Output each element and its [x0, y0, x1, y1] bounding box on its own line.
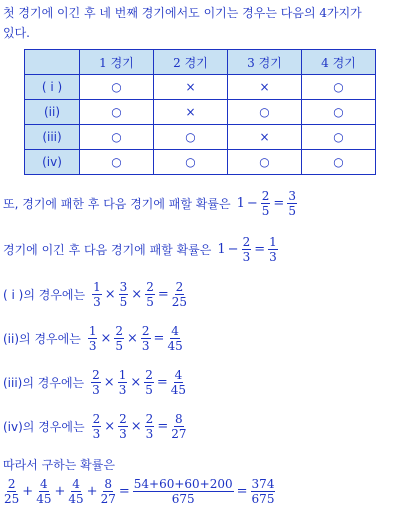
- case-line: [3, 369, 187, 396]
- table-cell: ○: [80, 125, 154, 150]
- row-label: (iv): [25, 150, 80, 175]
- final-sum-line: [3, 478, 276, 505]
- denominator: 45: [36, 492, 52, 506]
- denominator: 5: [261, 204, 270, 218]
- equals-sign: =: [118, 484, 130, 499]
- numerator: 2: [146, 280, 154, 294]
- times-sign: ×: [103, 375, 115, 390]
- fraction: [251, 478, 276, 505]
- case-label: (ii)의 경우에는: [3, 332, 81, 346]
- table-row: [25, 150, 376, 175]
- numerator: 4: [174, 368, 183, 382]
- denominator: 45: [68, 492, 84, 506]
- denominator: 3: [119, 427, 127, 441]
- table-cell: ○: [154, 150, 228, 175]
- fraction: [114, 325, 124, 352]
- denominator: 3: [145, 427, 154, 441]
- table-header-cell: 4 경기: [302, 50, 376, 75]
- denominator: 675: [171, 492, 195, 506]
- table-cell: ○: [80, 100, 154, 125]
- fraction: [145, 281, 155, 308]
- fraction: [242, 236, 252, 263]
- denominator: 25: [4, 492, 20, 506]
- table-cell: ○: [228, 150, 302, 175]
- equals-sign: =: [273, 196, 285, 211]
- intro-line-1: [3, 4, 362, 21]
- times-sign: ×: [100, 331, 112, 346]
- table-cell: ○: [228, 100, 302, 125]
- denominator: 3: [92, 427, 101, 441]
- table-row: [25, 75, 376, 100]
- times-sign: ×: [130, 419, 142, 434]
- numerator: 54+60+60+200: [133, 477, 233, 491]
- plus-sign: +: [22, 484, 34, 499]
- fraction: [92, 413, 102, 440]
- fraction: [141, 325, 151, 352]
- fraction: [261, 190, 271, 217]
- numerator: 1: [118, 368, 127, 382]
- numerator: 4: [171, 324, 179, 338]
- denominator: 3: [93, 295, 101, 309]
- numerator: 2: [145, 368, 153, 382]
- case-label: ( i )의 경우에는: [3, 288, 86, 302]
- denominator: 675: [251, 492, 275, 506]
- equals-sign: =: [157, 287, 169, 302]
- numerator: 1: [88, 324, 97, 338]
- math-number: 1: [217, 242, 226, 257]
- denominator: 5: [119, 295, 128, 309]
- table-cell: ○: [302, 100, 376, 125]
- math-number: 1: [236, 196, 245, 211]
- denominator: 45: [170, 383, 187, 397]
- lose-after-loss-text: 또, 경기에 패한 후 다음 경기에 패할 확률은: [3, 197, 231, 211]
- times-sign: ×: [127, 331, 138, 346]
- equals-sign: =: [254, 242, 266, 257]
- denominator: 5: [115, 339, 123, 353]
- denominator: 27: [100, 492, 116, 506]
- intro-count: 4: [319, 6, 327, 20]
- denominator: 5: [145, 383, 153, 397]
- case-line: [3, 325, 184, 352]
- equals-sign: =: [236, 484, 248, 499]
- table-cell: ×: [228, 125, 302, 150]
- table-row: [25, 100, 376, 125]
- denominator: 3: [269, 250, 277, 264]
- fraction: [68, 478, 83, 505]
- table-cell: ○: [154, 125, 228, 150]
- plus-sign: +: [86, 484, 98, 499]
- fraction: [171, 369, 186, 396]
- case-label: (iv)의 경우에는: [3, 420, 85, 434]
- numerator: 2: [141, 324, 150, 338]
- row-label: (ii): [25, 100, 80, 125]
- fraction: [171, 413, 186, 440]
- numerator: 2: [119, 412, 127, 426]
- fraction: [101, 478, 116, 505]
- table-header-cell: [25, 50, 80, 75]
- denominator: 3: [242, 250, 251, 264]
- numerator: 4: [40, 477, 48, 491]
- case-line: [3, 281, 188, 308]
- minus-sign: −: [246, 196, 258, 211]
- fraction: [4, 478, 19, 505]
- case-line: [3, 413, 188, 440]
- times-sign: ×: [130, 375, 142, 390]
- row-label: (iii): [25, 125, 80, 150]
- equals-sign: =: [157, 419, 169, 434]
- table-cell: ○: [80, 150, 154, 175]
- fraction: [119, 281, 129, 308]
- denominator: 3: [92, 383, 100, 397]
- numerator: 2: [175, 280, 184, 294]
- times-sign: ×: [131, 287, 143, 302]
- intro-text-post: 가지가: [327, 6, 362, 20]
- numerator: 2: [261, 189, 270, 203]
- row-label: ( i ): [25, 75, 80, 100]
- numerator: 8: [175, 412, 183, 426]
- table-header-row: [25, 50, 376, 75]
- table-header-cell: 2 경기: [154, 50, 228, 75]
- table-cell: ×: [154, 75, 228, 100]
- numerator: 2: [242, 235, 251, 249]
- numerator: 2: [145, 412, 154, 426]
- numerator: 1: [93, 280, 101, 294]
- denominator: 3: [118, 383, 127, 397]
- fraction: [36, 478, 51, 505]
- table-header-cell: 3 경기: [228, 50, 302, 75]
- numerator: 2: [115, 324, 123, 338]
- case-label: (iii)의 경우에는: [3, 376, 85, 390]
- denominator: 27: [171, 427, 187, 441]
- numerator: 3: [119, 280, 128, 294]
- fraction: [287, 190, 297, 217]
- fraction: [92, 281, 102, 308]
- game-outcome-table: [24, 49, 376, 175]
- fraction: [118, 369, 128, 396]
- fraction: [268, 236, 278, 263]
- denominator: 3: [141, 339, 150, 353]
- numerator: 2: [7, 477, 16, 491]
- numerator: 1: [269, 235, 277, 249]
- equals-sign: =: [153, 331, 165, 346]
- fraction: [145, 413, 155, 440]
- table-cell: ○: [80, 75, 154, 100]
- fraction: [144, 369, 154, 396]
- equals-sign: =: [156, 375, 168, 390]
- denominator: 3: [88, 339, 97, 353]
- denominator: 25: [171, 295, 188, 309]
- denominator: 5: [288, 204, 296, 218]
- fraction: [88, 325, 98, 352]
- table-header-cell: 1 경기: [80, 50, 154, 75]
- numerator: 2: [92, 368, 100, 382]
- times-sign: ×: [104, 287, 116, 302]
- lose-after-win-line: [3, 236, 279, 263]
- table-row: [25, 125, 376, 150]
- table-cell: ×: [154, 100, 228, 125]
- fraction: [91, 369, 101, 396]
- times-sign: ×: [104, 419, 116, 434]
- fraction: [118, 413, 128, 440]
- numerator: 8: [104, 477, 113, 491]
- intro-line-2: 있다.: [3, 26, 30, 40]
- numerator: 3: [288, 189, 296, 203]
- table-cell: ○: [302, 150, 376, 175]
- minus-sign: −: [227, 242, 239, 257]
- numerator: 4: [72, 477, 80, 491]
- final-label: 따라서 구하는 확률은: [3, 458, 115, 472]
- table-cell: ○: [302, 125, 376, 150]
- table-cell: ○: [302, 75, 376, 100]
- intro-text-pre: 첫 경기에 이긴 후 네 번째 경기에서도 이기는 경우는 다음의: [3, 6, 320, 20]
- fraction: [167, 325, 182, 352]
- table-cell: ×: [228, 75, 302, 100]
- fraction: [172, 281, 187, 308]
- lose-after-win-text: 경기에 이긴 후 다음 경기에 패할 확률은: [3, 243, 212, 257]
- numerator: 374: [251, 477, 275, 491]
- plus-sign: +: [54, 484, 66, 499]
- denominator: 45: [167, 339, 183, 353]
- fraction: [133, 478, 234, 505]
- lose-after-loss-line: [3, 190, 298, 217]
- numerator: 2: [92, 412, 101, 426]
- denominator: 5: [146, 295, 154, 309]
